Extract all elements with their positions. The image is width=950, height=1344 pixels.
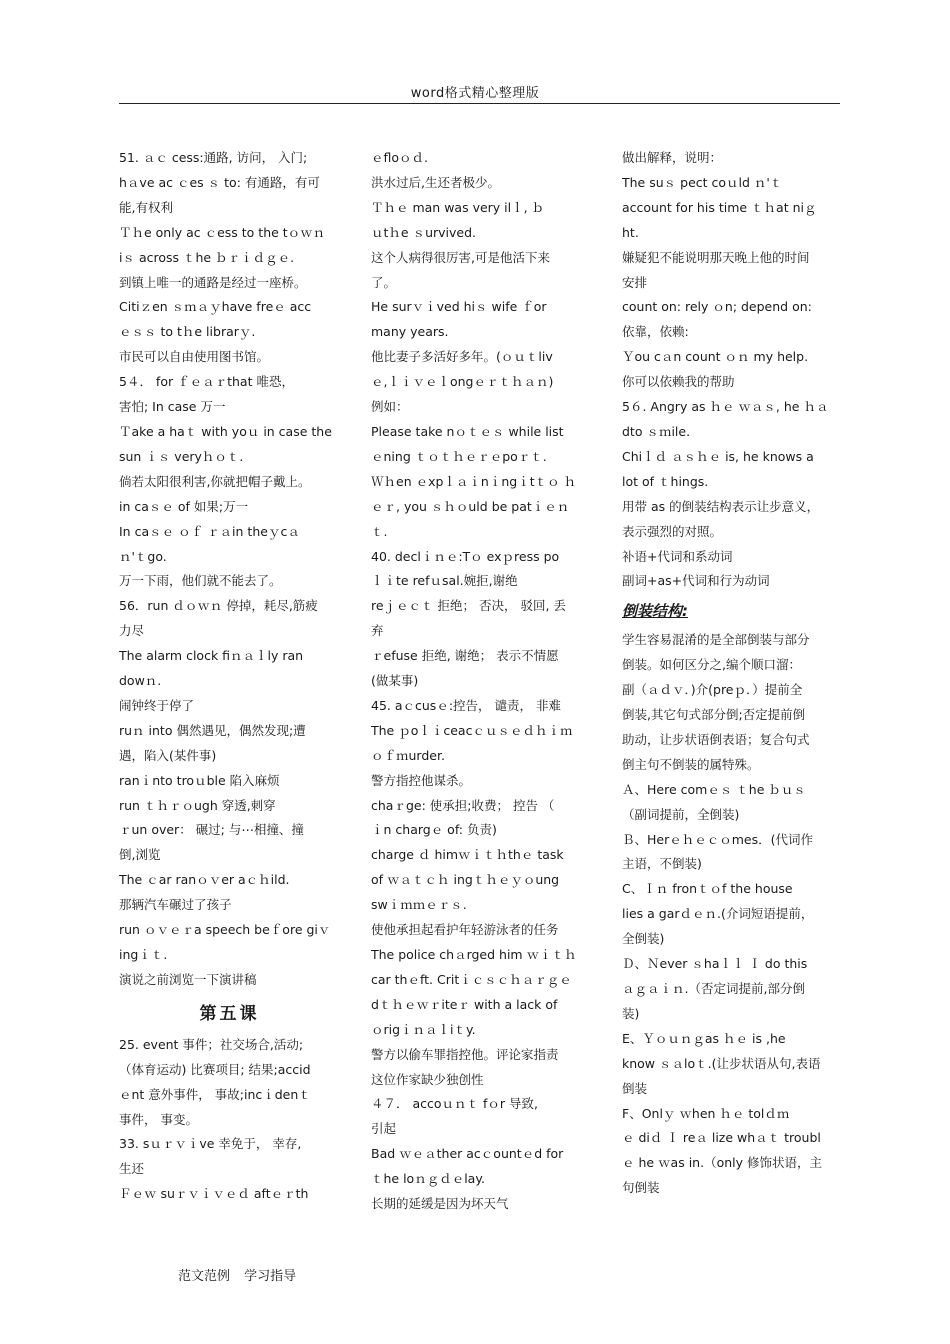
text-line: Bad ｗｅａther acｃountｅd for — [371, 1146, 564, 1162]
text-line: 遇，陷入(某件事) — [119, 747, 217, 763]
column-middle — [371, 146, 592, 1217]
text-line: Ａ、Here comｅｓ ｔhe ｂｕｓ — [622, 781, 806, 797]
text-line: 5６. Angry as ｈｅ ｗａｓ, he ｈａ — [622, 399, 829, 415]
text-line: count on: rely ｏn; depend on: — [622, 299, 812, 315]
text-line: Ｂ、Herｅｈｅｃｏmes．(代词作 — [622, 831, 813, 847]
text-line: 依靠，依赖: — [622, 324, 689, 340]
lesson-title: 第五课 — [199, 1003, 260, 1024]
text-line: Ｔｈｅ man was very ilｌ, ｂ — [371, 199, 545, 215]
text-line: 5４． for ｆｅａｒthat 唯恐， — [119, 374, 294, 390]
text-line: ｎ'ｔgo. — [119, 548, 167, 564]
text-line: Ｙou cａn count ｏｎ my help. — [622, 349, 809, 365]
text-line: 洪水过后,生还者极少。 — [371, 174, 500, 190]
text-line: ｒun over： 碾过; 与⋯相撞、撞 — [119, 822, 304, 838]
text-line: 助动，让步状语倒表语；复合句式 — [622, 731, 810, 747]
text-line: 例如： — [371, 399, 409, 415]
text-line: 40. declｉｎｅ:Tｏ exｐress po — [371, 548, 560, 564]
text-line: ｅning ｔｏｔｈｅｒｅpoｒｔ. — [371, 448, 547, 464]
text-line: ｏrigｉｎａｌiｔy. — [371, 1021, 476, 1037]
text-line: 万一下雨，他们就不能去了。 — [119, 573, 282, 589]
text-line: dto ｓｍile. — [622, 423, 691, 439]
text-line: 表示强烈的对照。 — [622, 523, 723, 539]
text-line: swｉｍｍｅｒｓ. — [371, 897, 467, 913]
text-line: 闹钟终于停了 — [119, 697, 195, 713]
text-line: lies a garｄｅｎ.(介词短语提前， — [622, 906, 814, 922]
text-line: 补语+代词和系动词 — [622, 548, 733, 564]
text-line: ｅnt 意外事件， 事故;incｉdenｔ — [119, 1086, 311, 1102]
page-footer: 范文范例 学习指导 — [178, 1269, 297, 1284]
text-line: 装) — [622, 1005, 640, 1021]
text-line: The alarm clock fiｎａｌly ran — [119, 648, 304, 664]
text-line: （体育运动) 比赛项目; 结果;accid — [119, 1061, 311, 1077]
text-line: ruｎ into 偶然遇见，偶然发现;遭 — [119, 722, 306, 738]
text-line: 51. ａｃ cess:通路, 访问， 入门; — [119, 150, 308, 165]
text-line: 倒主句不倒装的属特殊。 — [622, 756, 760, 772]
text-line: ｅｓｓ to tｈe librarｙ. — [119, 324, 256, 340]
text-line: 45. aｃcusｅ:控告， 谴责， 非难 — [371, 697, 561, 713]
text-line: chaｒge: 使承担;收费； 控告 （ — [371, 797, 555, 813]
text-line: 了。 — [371, 274, 397, 290]
text-line: E、Ｙｏｕｎｇas ｈｅ is ,he — [622, 1030, 786, 1046]
text-line: dｔｈｅｗｒiteｒ with a lack of — [371, 996, 558, 1012]
text-line: Ｆｅｗ suｒｖｉｖｅｄ aftｅｒth — [119, 1186, 309, 1202]
text-line: ｕtｈe ｓurvived. — [371, 224, 476, 240]
text-line: dowｎ. — [119, 673, 162, 689]
text-line: 弃 — [371, 623, 384, 639]
text-line: many years. — [371, 324, 449, 340]
text-line: 副（ａｄｖ．)介(preｐ．）提前全 — [622, 682, 803, 698]
text-line: ｅ he ｗas in.（only 修饰状语，主 — [622, 1155, 822, 1171]
text-line: 副词+as+代词和行为动词 — [622, 573, 770, 589]
text-line: 倘若太阳很利害,你就把帽子戴上。 — [119, 473, 311, 489]
text-line: 长期的延缓是因为坏天气 — [371, 1196, 509, 1212]
text-line: 警方以偷车罪指控他。评论家指责 — [371, 1046, 559, 1062]
text-line: ｅ,ｌｉｖｅｌongｅｒｔｈａｎ) — [371, 374, 554, 390]
text-line: 引起 — [371, 1121, 397, 1137]
text-line: 事件， 事变。 — [119, 1111, 198, 1127]
text-line: ht. — [622, 224, 639, 240]
text-line: of ｗａｔｃｈ ingｔｈｅｙｏung — [371, 872, 560, 888]
text-line: 演说之前浏览一下演讲稿 — [119, 971, 257, 987]
text-line: The suｓ pect coｕld ｎ'ｔ — [622, 174, 783, 190]
text-line: 警方指控他谋杀。 — [371, 772, 472, 788]
text-line: 这位作家缺少独创性 — [371, 1071, 484, 1087]
section-heading: 倒装结构: — [622, 602, 688, 621]
text-line: 使他承担起看护年轻游泳者的任务 — [371, 922, 559, 938]
text-line: 他比妻子多活好多年。(ｏｕｔliv — [371, 349, 553, 365]
column-left — [119, 146, 340, 1207]
text-line: reｊｅｃｔ 拒绝； 否决， 驳回, 丢 — [371, 598, 566, 614]
text-line: 这个人病得很厉害,可是他活下来 — [371, 249, 550, 265]
text-line: 安排 — [622, 274, 648, 290]
text-line: ｔhe loｎｇｄｅlay. — [371, 1171, 485, 1187]
column-right — [622, 146, 847, 1201]
text-line: ｅｒ, you ｓｈｏuld be patｉｅｎ — [371, 498, 570, 514]
text-line: 嫌疑犯不能说明那天晚上他的时间 — [622, 249, 810, 265]
text-line: sun ｉｓ veryｈｏｔ. — [119, 448, 244, 464]
text-line: 那辆汽车碾过了孩子 — [119, 897, 232, 913]
text-line: ingｉｔ. — [119, 947, 168, 962]
text-line: 做出解释，说明： — [622, 150, 723, 165]
text-line: 25. event 事件；社交场合,活动; — [119, 1036, 304, 1052]
text-line: 主语，不倒装) — [622, 856, 702, 872]
text-line: ｌｉte refｕsal.婉拒,谢绝 — [371, 573, 518, 589]
text-line: 56．run ｄｏｗｎ 停掉，耗尽,筋疲 — [119, 598, 318, 614]
text-line: 害怕; In case 万一 — [119, 399, 226, 415]
text-line: charge ｄ himｗｉｔｈthｅ task — [371, 847, 564, 863]
text-line: ｒefuse 拒绝, 谢绝； 表示不情愿 — [371, 648, 559, 664]
text-line: car thｅft. Critｉｃｓｃｈａｒｇｅ — [371, 971, 572, 987]
text-line: Ｗｈen ｅxpｌａｉnｉngｉtｔｏ ｈ — [371, 473, 577, 489]
text-line: iｓ across ｔhe ｂｒｉｄｇｅ. — [119, 249, 295, 265]
text-line: F、Onlｙ ｗhen ｈｅ tolｄｍ — [622, 1105, 790, 1121]
text-line: ｅfloｏｄ. — [371, 150, 428, 165]
text-line: (做某事) — [371, 673, 419, 689]
text-line: Ｔｈe only ac ｃess to the tｏｗｎ — [119, 224, 326, 240]
text-line: 学生容易混淆的是全部倒装与部分 — [622, 632, 810, 648]
text-line: know ｓａloｔ.(让步状语从句,表语 — [622, 1055, 821, 1071]
text-line: The police chａrged him ｗｉｔｈ — [371, 947, 577, 962]
text-line: lot of ｔhings. — [622, 473, 709, 489]
text-line: 力尽 — [119, 623, 145, 639]
text-line: Ｄ、Ｎever ｓhaｌｌ Ｉ do this — [622, 956, 808, 972]
text-line: ｏｆｍurder. — [371, 747, 445, 763]
text-line: Chiｌｄ ａｓｈｅ is, he knows a — [622, 448, 814, 464]
text-line: Ｔake a haｔ with yoｕ in case the — [119, 423, 332, 439]
text-line: 倒装。如何区分之,编个顺口溜： — [622, 657, 801, 673]
page-header: word格式精心整理版 — [410, 86, 540, 101]
text-line: C、Ｉｎ fronｔｏf the house — [622, 881, 793, 897]
text-line: 33. sｕｒｖｉve 幸免于， 幸存, — [119, 1136, 302, 1152]
text-line: 倒装,其它句式部分倒;否定提前倒 — [622, 707, 806, 723]
text-line: The ｃar ranｏｖer aｃｈild. — [119, 872, 290, 888]
text-line: ｅ diｄ Ｉ reａ lize whａｔ troubl — [622, 1130, 821, 1146]
text-line: account for his time ｔｈat niｇ — [622, 199, 817, 215]
text-line: 生还 — [119, 1161, 145, 1177]
text-line: （副词提前，全倒装) — [622, 806, 740, 822]
text-line: ｉn chargｅ of: 负责) — [371, 822, 497, 838]
text-line: run ｏｖｅｒa speech beｆore giｖ — [119, 922, 331, 938]
text-line: ４７． accoｕｎｔ fｏr 导致, — [371, 1096, 538, 1112]
text-line: 全倒装) — [622, 931, 665, 947]
text-line: 到镇上唯一的通路是经过一座桥。 — [119, 274, 307, 290]
text-line: 倒,浏览 — [119, 847, 161, 863]
text-line: ranｉnto troｕble 陷入麻烦 — [119, 772, 280, 788]
text-line: Citiｚen ｓｍａｙhave freｅ acc — [119, 299, 312, 315]
text-line: run ｔｈｒｏugh 穿透,刺穿 — [119, 797, 276, 813]
text-line: 句倒装 — [622, 1180, 660, 1196]
text-line: He surｖｉved hiｓ wife ｆor — [371, 299, 547, 315]
header-rule — [119, 103, 840, 104]
text-line: In caｓｅ ｏｆ ｒａin theｙcａ — [119, 523, 300, 539]
text-line: 倒装 — [622, 1080, 648, 1096]
text-line: 你可以依赖我的帮助 — [622, 374, 735, 390]
text-line: 用带 as 的倒装结构表示让步意义， — [622, 498, 820, 514]
text-line: ｔ. — [371, 523, 388, 539]
text-line: hａve ac ｃes ｓ to: 有通路，有可 — [119, 174, 320, 190]
text-line: 能,有权利 — [119, 199, 173, 215]
text-line: in caｓｅ of 如果;万一 — [119, 498, 249, 514]
text-line: 市民可以自由使用图书馆。 — [119, 349, 270, 365]
text-line: ａｇａｉｎ.（否定词提前,部分倒 — [622, 981, 805, 996]
text-line: Please take nｏｔｅｓ while list — [371, 423, 564, 439]
text-line: The ｐoｌｉceacｃｕｓｅｄｈｉｍ — [371, 722, 573, 738]
